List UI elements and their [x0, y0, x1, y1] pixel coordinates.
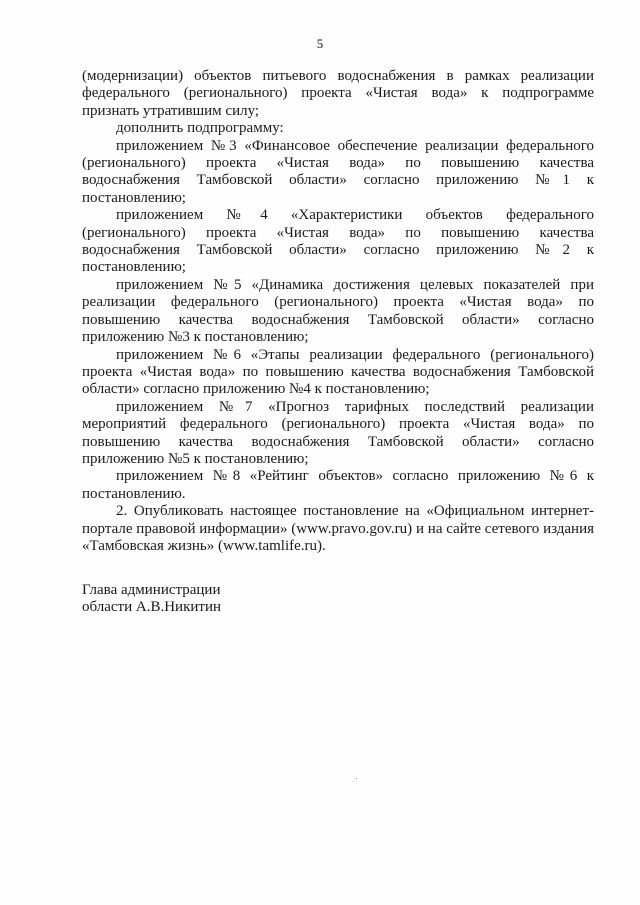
- paragraph-supplement-intro: дополнить подпрограмму:: [116, 120, 284, 137]
- signature-name: области А.В.Никитин: [82, 599, 222, 616]
- paragraph-appendix-8: приложением №8 «Рейтинг объектов» согласно приложению №6 к постановлению.: [82, 468, 594, 502]
- signature-block: [82, 582, 221, 617]
- paragraph-publish: 2. Опубликовать настоящее постановление на «Официальном интернет-портале правовой информации» (www.pravo.gov.ru) и на сайте сетевого издания «Тамбовская жизнь» (www.tamlife.ru).: [82, 503, 594, 554]
- scan-speck: [356, 778, 357, 779]
- paragraph-continuation: (модернизации) объектов питьевого водоснабжения в рамках реализации федерального (регионального) проекта «Чистая вода» к подпрограмме признать утратившим силу;: [82, 68, 594, 119]
- signature-title: Глава администрации: [82, 582, 221, 598]
- paragraph-appendix-7: приложением №7 «Прогноз тарифных последствий реализации мероприятий федерального (регионального) проекта «Чистая вода» по повышению качества водоснабжения Тамбовской области» согласно приложению №5 к постановлению;: [82, 398, 594, 467]
- page-number: 5: [316, 36, 324, 51]
- paragraph-appendix-3: приложением №3 «Финансовое обеспечение реализации федерального (регионального) проекта «Чистая вода» по повышению качества водоснабжения Тамбовской области» согласно приложению №1 к постановлению;: [82, 137, 594, 206]
- document-body: [82, 68, 594, 555]
- paragraph-appendix-6: приложением №6 «Этапы реализации федерального (регионального) проекта «Чистая вода» по повышению качества водоснабжения Тамбовской области» согласно приложению №4 к постановлению;: [82, 346, 594, 398]
- paragraph-appendix-4: приложением №4 «Характеристики объектов федерального (регионального) проекта «Чистая вода» по повышению качества водоснабжения Тамбовской области» согласно приложению №2 к постановлению;: [82, 207, 594, 276]
- paragraph-appendix-5: приложением №5 «Динамика достижения целевых показателей при реализации федерального (регионального) проекта «Чистая вода» по повышению качества водоснабжения Тамбовской области» согласно приложению №3 к постановлению;: [82, 276, 594, 346]
